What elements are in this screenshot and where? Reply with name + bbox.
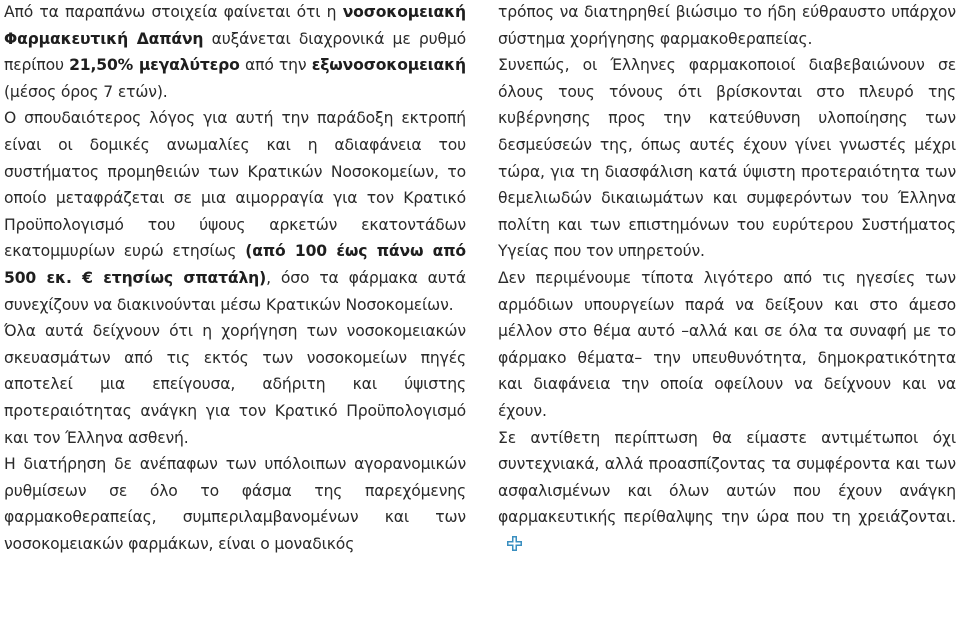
text-segment: Σε αντίθετη περίπτωση θα είμαστε αντιμέτωποι όχι συντεχνιακά, αλλά προασπίζοντας τα συμφέροντα και των ασφαλισμένων και όλων αυτών που έχουν ανάγκη φαρμακευτικής περίθαλψης την ώρα που τη χρειάζονται.	[498, 428, 956, 527]
paragraph-otherwise	[498, 425, 956, 558]
paragraph-main-reason	[4, 105, 466, 318]
paragraph-continuation: τρόπος να διατηρηθεί βιώσιμο το ήδη εύθραυστο υπάρχον σύστημα χορήγησης φαρμακοθεραπείας.	[498, 3, 956, 48]
paragraph-maintenance: Η διατήρηση δε ανέπαφων των υπόλοιπων αγορανομικών ρυθμίσεων σε όλο το φάσμα της παρεχόμενης φαρμακοθεραπείας, συμπεριλαμβανομένων και των νοσοκομειακών φαρμάκων, είναι ο μοναδικός	[4, 455, 466, 553]
bold-segment: 21,50% μεγαλύτερο	[69, 56, 240, 75]
paragraph-all-these: Όλα αυτά δείχνουν ότι η χορήγηση των νοσοκομειακών σκευασμάτων από τις εκτός των νοσοκομείων πηγές αποτελεί μια επείγουσα, αδήριτη και ύψιστης προτεραιότητας ανάγκη για τον Κρατικό Προϋπολογισμό και τον Έλληνα ασθενή.	[4, 322, 466, 447]
paragraph-pharmacists: Συνεπώς, οι Έλληνες φαρμακοποιοί διαβεβαιώνουν σε όλους τους τόνους ότι βρίσκονται στο πλευρό της κυβέρνησης προς την κατεύθυνση υλοποίησης των δεσμεύσεών της, όπως αυτές έχουν γίνει γνωστές μέχρι τώρα, για τη διασφάλιση κατά ύψιστη προτεραιότητα των θεμελιωδών δικαιωμάτων και συμφερόντων του Έλληνα πολίτη και των επιστημόνων του ευρύτερου Συστήματος Υγείας που τον υπηρετούν.	[498, 56, 956, 261]
paragraph-expectations: Δεν περιμένουμε τίποτα λιγότερο από τις ηγεσίες των αρμόδιων υπουργείων παρά να δείξουν και στο άμεσο μέλλον στο θέμα αυτό –αλλά και σε όλα τα συναφή με το φάρμακο θέματα– την υπευθυνότητα, δημοκρατικότητα και διαφάνεια την οποία οφείλουν να δείχνουν και να έχουν.	[498, 268, 956, 420]
bold-segment: (από 100 έως πάνω από 500 εκ. € ετησίως σπατάλη)	[4, 242, 466, 287]
left-column	[4, 0, 466, 557]
text-segment: αυξάνεται διαχρονικά με ρυθμό περίπου	[4, 29, 466, 75]
paragraph-hospital-expense	[4, 0, 466, 105]
bold-segment: νοσοκομειακή Φαρμακευτική Δαπάνη	[4, 3, 466, 48]
right-column	[498, 0, 956, 557]
pharmacy-cross-end-icon	[506, 534, 523, 551]
text-segment: , όσο τα φάρμακα αυτά συνεχίζουν να διακινούνται μέσω Κρατικών Νοσοκομείων.	[4, 268, 467, 314]
text-segment: (μέσος όρος 7 ετών).	[4, 82, 168, 101]
text-segment: Ο σπουδαιότερος λόγος για αυτή την παράδοξη εκτροπή είναι οι δομικές ανωμαλίες και η αδιαφάνεια του συστήματος προμηθειών των Κρατικών Νοσοκομείων, το οποίο μεταφράζεται σε μια αιμορραγία για τον Κρατικό Προϋπολογισμό του ύψους αρκετών εκατοντάδων εκατομμυρίων ευρώ ετησίως	[4, 109, 466, 261]
text-segment: από την	[239, 56, 312, 75]
bold-segment: εξωνοσοκομειακή	[311, 56, 466, 75]
text-segment: Από τα παραπάνω στοιχεία φαίνεται ότι η	[4, 3, 343, 21]
